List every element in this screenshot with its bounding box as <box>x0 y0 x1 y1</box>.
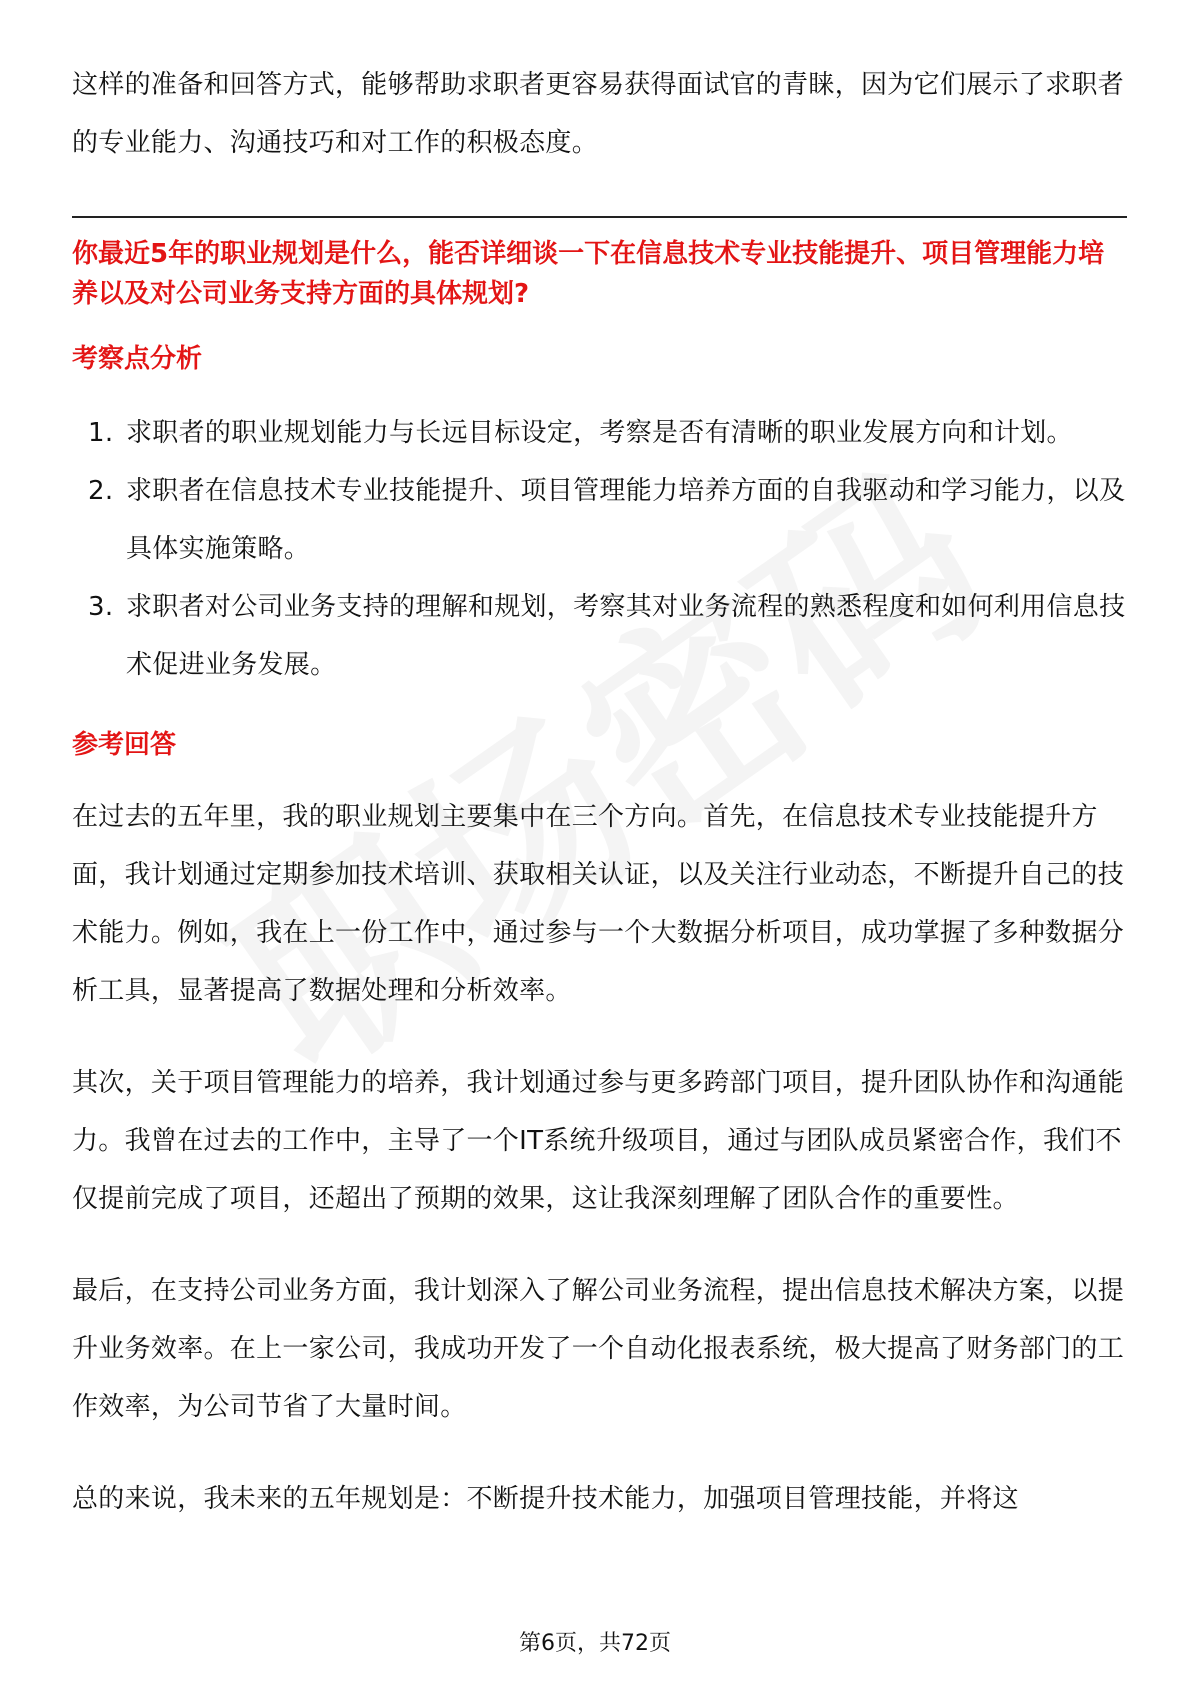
list-item-text: 求职者的职业规划能力与长远目标设定，考察是否有清晰的职业发展方向和计划。 <box>126 418 1073 448</box>
answer-paragraph: 总的来说，我未来的五年规划是：不断提升技术能力，加强项目管理技能，并将这 <box>72 1484 1019 1514</box>
question-heading: 你最近5年的职业规划是什么，能否详细谈一下在信息技术专业技能提升、项目管理能力培养以及对公司业务支持方面的具体规划? <box>72 239 1105 309</box>
answer-paragraph: 最后，在支持公司业务方面，我计划深入了解公司业务流程，提出信息技术解决方案，以提升业务效率。在上一家公司，我成功开发了一个自动化报表系统，极大提高了财务部门的工作效率，为公司节省了大量时间。 <box>72 1276 1125 1422</box>
list-item <box>72 578 1127 694</box>
list-item-number: 1. <box>88 418 114 448</box>
list-item-text: 求职者对公司业务支持的理解和规划，考察其对业务流程的熟悉程度和如何利用信息技术促进业务发展。 <box>126 592 1126 680</box>
list-item-text: 求职者在信息技术专业技能提升、项目管理能力培养方面的自我驱动和学习能力，以及具体实施策略。 <box>126 476 1126 564</box>
list-item-number: 2. <box>88 476 114 506</box>
list-item <box>72 404 1127 462</box>
analysis-list <box>72 404 1127 694</box>
list-item-number: 3. <box>88 592 114 622</box>
list-item <box>72 462 1127 578</box>
page-content <box>72 56 1127 1528</box>
answer-paragraph: 在过去的五年里，我的职业规划主要集中在三个方向。首先，在信息技术专业技能提升方面，我计划通过定期参加技术培训、获取相关认证，以及关注行业动态，不断提升自己的技术能力。例如，我在上一份工作中，通过参与一个大数据分析项目，成功掌握了多种数据分析工具，显著提高了数据处理和分析效率。 <box>72 802 1125 1006</box>
intro-paragraph: 这样的准备和回答方式，能够帮助求职者更容易获得面试官的青睐，因为它们展示了求职者的专业能力、沟通技巧和对工作的积极态度。 <box>72 70 1125 158</box>
page-footer: 第6页，共72页 <box>519 1631 671 1656</box>
answer-heading: 参考回答 <box>72 730 177 760</box>
analysis-heading: 考察点分析 <box>72 344 203 374</box>
section-divider <box>72 216 1127 218</box>
answer-paragraph: 其次，关于项目管理能力的培养，我计划通过参与更多跨部门项目，提升团队协作和沟通能力。我曾在过去的工作中，主导了一个IT系统升级项目，通过与团队成员紧密合作，我们不仅提前完成了项目，还超出了预期的效果，这让我深刻理解了团队合作的重要性。 <box>72 1068 1125 1214</box>
